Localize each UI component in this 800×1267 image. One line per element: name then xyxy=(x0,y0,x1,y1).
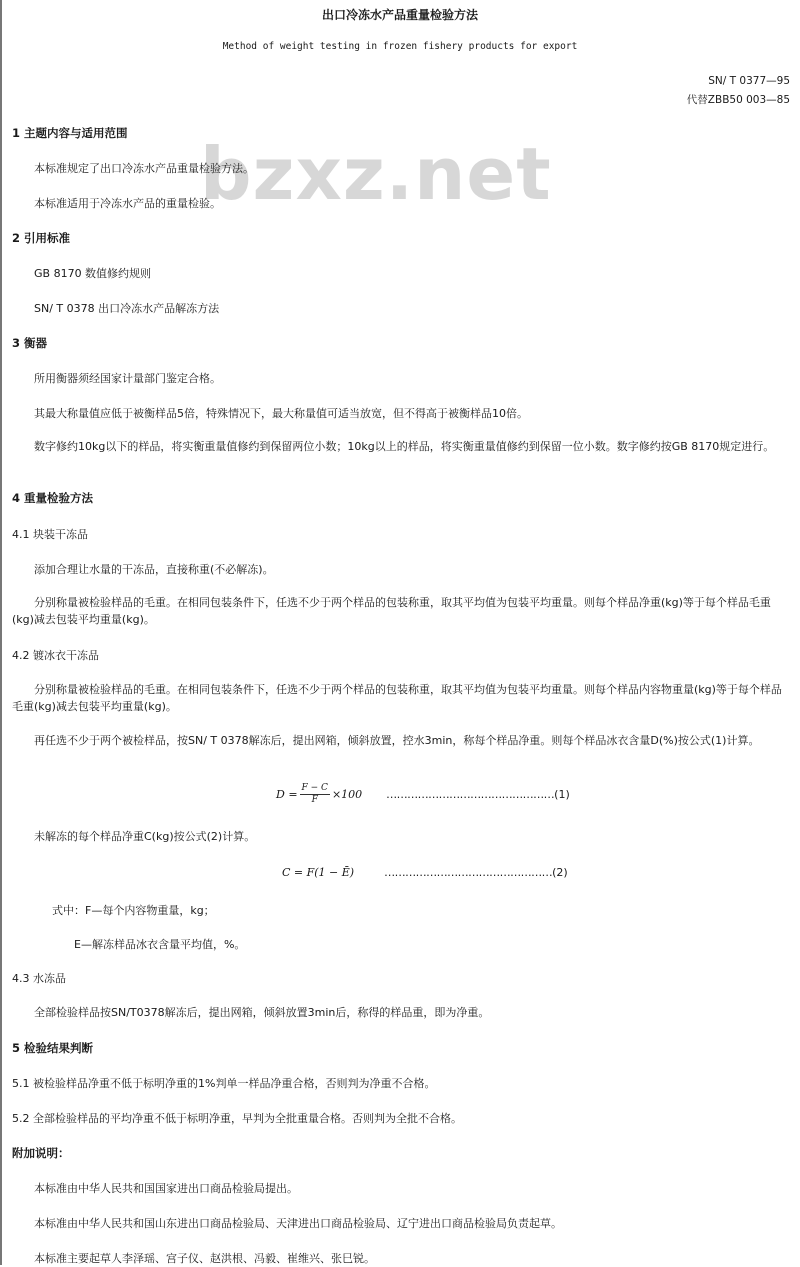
formula-where-1: 式中：F—每个内容物重量，kg； xyxy=(52,904,215,917)
appendix-paragraph-1: 本标准由中华人民共和国国家进出口商品检验局提出。 xyxy=(34,1182,298,1195)
standard-number: SN/ T 0377—95 xyxy=(708,75,790,87)
replaced-standard: 代替ZBB50 003—85 xyxy=(686,94,790,106)
reference-gb8170: GB 8170 数值修约规则 xyxy=(34,267,152,280)
watermark: bzxz.net xyxy=(200,132,552,216)
section-4-heading: 4 重量检验方法 xyxy=(12,491,94,505)
section-5-1-text: 5.1 被检验样品净重不低于标明净重的1%判单一样品净重合格，否则判为净重不合格。 xyxy=(12,1077,436,1090)
formula-1-numerator: F − C xyxy=(301,783,328,793)
section-4-2-paragraph-3: 未解冻的每个样品净重C(kg)按公式(2)计算。 xyxy=(34,830,256,843)
document-subtitle-english: Method of weight testing in frozen fishery products for export xyxy=(222,41,578,52)
formula-1-lhs: D = xyxy=(276,788,298,801)
section-4-2-heading: 4.2 镀冰衣干冻品 xyxy=(12,649,99,662)
formula-1-leader-dots: ………………………………………… xyxy=(386,788,555,801)
section-3-paragraph-3: 数字修约10kg以下的样品，将实衡重量值修约到保留两位小数；10kg以上的样品，将实衡重量值修约到保留一位小数。数字修约按GB 8170规定进行。 xyxy=(34,440,775,453)
section-4-2-paragraph-1: 分别称量被检验样品的毛重。在相同包装条件下，任选不少于两个样品的包装称重，取其平均值为包装平均重量。则每个样品内容物重量(kg)等于每个样品毛重(kg)减去包装平均重量(kg)。 xyxy=(12,683,782,713)
section-1-heading: 1 主题内容与适用范围 xyxy=(12,126,128,140)
reference-sn0378: SN/ T 0378 出口冷冻水产品解冻方法 xyxy=(34,302,220,315)
appendix-paragraph-2: 本标准由中华人民共和国山东进出口商品检验局、天津进出口商品检验局、辽宁进出口商品检验局负责起草。 xyxy=(34,1217,562,1230)
section-1-paragraph-1: 本标准规定了出口冷冻水产品重量检验方法。 xyxy=(34,162,254,175)
section-4-3-paragraph-1: 全部检验样品按SN/T0378解冻后，提出网箱，倾斜放置3min后，称得的样品重，即为净重。 xyxy=(34,1006,490,1019)
formula-2-expression: C = F(1 − Ē) xyxy=(282,866,355,879)
section-4-1-paragraph-2: 分别称量被检验样品的毛重。在相同包装条件下，任选不少于两个样品的包装称重，取其平均值为包装平均重量。则每个样品净重(kg)等于每个样品毛重(kg)减去包装平均重量(kg)。 xyxy=(12,596,771,626)
formula-2-number: (2) xyxy=(552,866,568,879)
formula-1 xyxy=(276,783,570,806)
document-title: 出口冷冻水产品重量检验方法 xyxy=(321,8,478,22)
section-2-heading: 2 引用标准 xyxy=(12,231,71,245)
formula-1-number: (1) xyxy=(554,788,570,801)
section-4-1-paragraph-1: 添加合理让水量的干冻品，直接称重(不必解冻)。 xyxy=(34,563,274,576)
section-3-paragraph-2: 其最大称量值应低于被衡样品5倍，特殊情况下，最大称量值可适当放宽，但不得高于被衡样品10倍。 xyxy=(34,407,528,420)
section-4-2-paragraph-2: 再任选不少于两个被检样品，按SN/ T 0378解冻后，提出网箱，倾斜放置，控水3min，称每个样品净重。则每个样品冰衣含量D(%)按公式(1)计算。 xyxy=(34,734,760,747)
section-1-paragraph-2: 本标准适用于冷冻水产品的重量检验。 xyxy=(34,197,221,210)
section-5-heading: 5 检验结果判断 xyxy=(12,1041,94,1055)
formula-where-2: E—解冻样品冰衣含量平均值，%。 xyxy=(74,938,246,951)
formula-2-leader-dots: ………………………………………… xyxy=(384,866,553,879)
section-4-3-heading: 4.3 水冻品 xyxy=(12,972,66,985)
appendix-heading: 附加说明： xyxy=(12,1146,70,1160)
section-4-1-heading: 4.1 块装干冻品 xyxy=(12,528,88,541)
page-left-border xyxy=(0,0,2,1265)
formula-1-multiplier: ×100 xyxy=(331,788,363,801)
formula-1-denominator: F xyxy=(311,795,318,805)
formula-1-fraction xyxy=(300,783,330,806)
appendix-paragraph-3: 本标准主要起草人李泽瑶、宫子仪、赵洪根、冯毅、崔维兴、张巳锐。 xyxy=(34,1252,375,1265)
formula-2 xyxy=(282,866,568,879)
section-3-heading: 3 衡器 xyxy=(12,336,48,350)
section-3-paragraph-1: 所用衡器须经国家计量部门鉴定合格。 xyxy=(34,372,221,385)
section-5-2-text: 5.2 全部检验样品的平均净重不低于标明净重，早判为全批重量合格。否则判为全批不合格。 xyxy=(12,1112,462,1125)
